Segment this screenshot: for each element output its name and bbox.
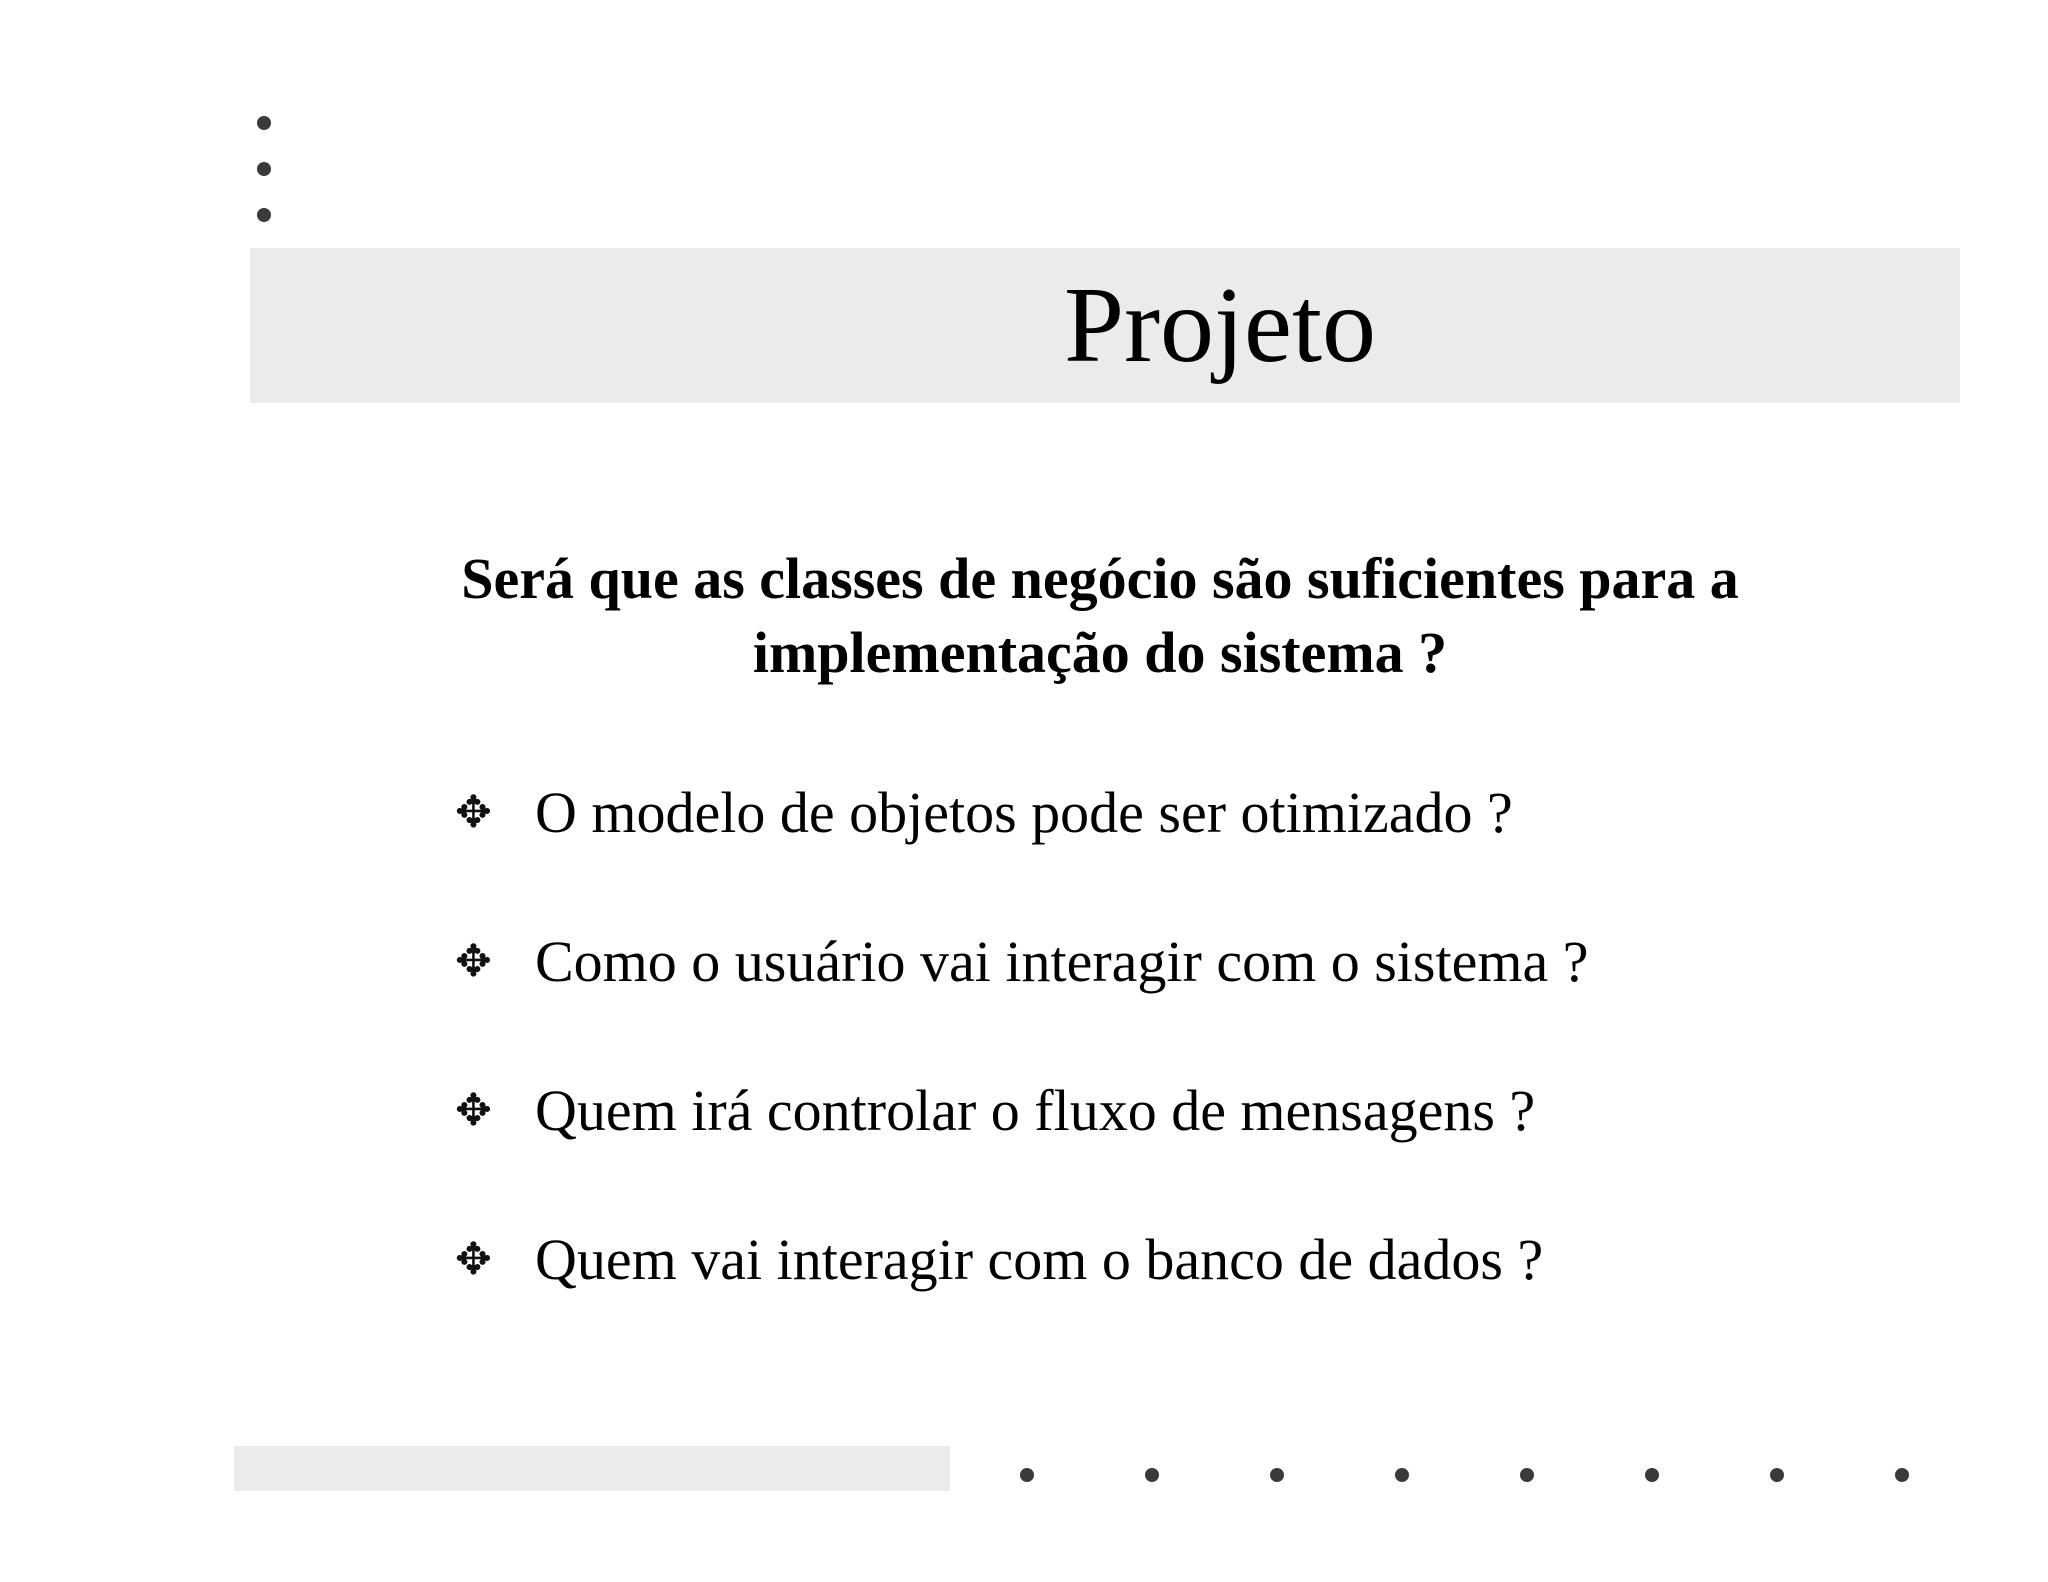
bullet-list xyxy=(455,770,1855,1366)
bullet-text: Quem vai interagir com o banco de dados ? xyxy=(535,1227,1544,1292)
four-point-star-icon: ✥ xyxy=(455,1086,492,1135)
list-item xyxy=(455,770,1855,919)
decorative-dot xyxy=(1895,1468,1909,1482)
decorative-dot xyxy=(1770,1468,1784,1482)
decorative-dot xyxy=(1270,1468,1284,1482)
slide-title: Projeto xyxy=(1064,266,1376,385)
decorative-dot xyxy=(257,162,271,176)
four-point-star-icon: ✥ xyxy=(455,1235,492,1284)
decorative-dot xyxy=(1520,1468,1534,1482)
bullet-text: Como o usuário vai interagir com o sistema ? xyxy=(535,929,1589,994)
slide-question: Será que as classes de negócio são suficientes para a implementação do sistema ? xyxy=(461,546,1739,685)
list-item xyxy=(455,1217,1855,1366)
decorative-dot xyxy=(257,208,271,222)
decorative-dot xyxy=(1395,1468,1409,1482)
bullet-text: Quem irá controlar o fluxo de mensagens ? xyxy=(535,1078,1536,1143)
decorative-dot xyxy=(1020,1468,1034,1482)
title-band xyxy=(250,248,1960,403)
decorative-dot xyxy=(257,116,271,130)
bullet-text: O modelo de objetos pode ser otimizado ? xyxy=(535,780,1513,845)
list-item xyxy=(455,919,1855,1068)
footer-bar xyxy=(234,1446,950,1491)
decorative-dot xyxy=(1645,1468,1659,1482)
list-item xyxy=(455,1068,1855,1217)
four-point-star-icon: ✥ xyxy=(455,937,492,986)
decorative-dot xyxy=(1145,1468,1159,1482)
four-point-star-icon: ✥ xyxy=(455,788,492,837)
